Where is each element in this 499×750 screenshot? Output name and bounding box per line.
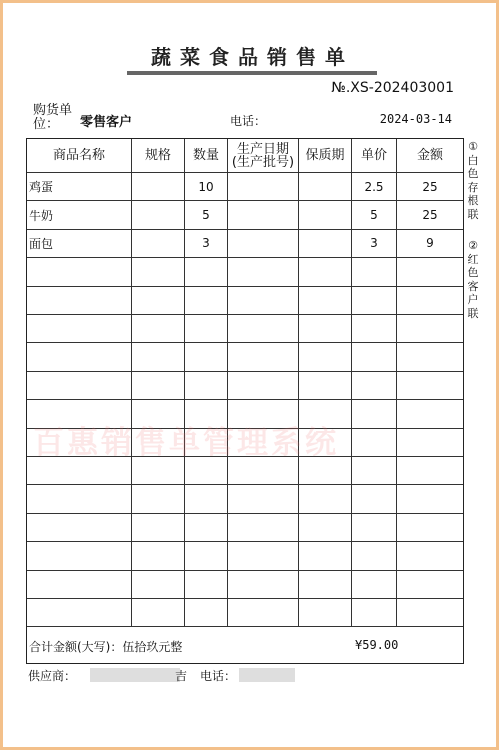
table-cell[interactable] (228, 485, 299, 512)
table-cell[interactable]: 面包 (27, 230, 132, 257)
table-cell[interactable] (185, 599, 228, 626)
column-header: 金额 (416, 148, 443, 163)
table-cell[interactable] (185, 372, 228, 399)
table-cell[interactable] (397, 400, 463, 427)
table-cell[interactable] (397, 429, 463, 456)
side-note-customer: ②红色客户联 (467, 239, 479, 320)
table-cell[interactable] (228, 315, 299, 342)
table-row (27, 599, 463, 627)
table-cell[interactable] (27, 514, 132, 541)
table-cell[interactable] (299, 287, 352, 314)
table-cell[interactable] (299, 201, 352, 228)
table-cell[interactable] (299, 315, 352, 342)
title-underline (127, 71, 377, 75)
side-note-stub: ①白色存根联 (467, 140, 479, 221)
table-cell[interactable] (228, 201, 299, 228)
table-row (27, 258, 463, 286)
table-cell[interactable] (352, 571, 397, 598)
table-cell[interactable] (352, 514, 397, 541)
table-cell[interactable] (185, 343, 228, 370)
table-cell[interactable] (228, 258, 299, 285)
column-header: 生产日期(生产批号) (228, 139, 299, 172)
table-cell[interactable] (228, 571, 299, 598)
table-cell[interactable]: 25 (422, 179, 438, 194)
table-cell[interactable] (299, 542, 352, 569)
supplier-redacted (90, 668, 180, 682)
table-cell[interactable] (299, 372, 352, 399)
table-cell[interactable] (27, 372, 132, 399)
table-cell[interactable] (397, 542, 463, 569)
table-header-row (27, 139, 463, 173)
table-cell[interactable] (397, 315, 463, 342)
total-row (27, 628, 463, 663)
table-cell[interactable] (299, 599, 352, 626)
table-cell[interactable]: 鸡蛋 (27, 173, 132, 200)
buyer-value[interactable]: 零售客户 (80, 115, 133, 130)
table-cell[interactable]: 10 (185, 173, 228, 200)
table-cell[interactable] (185, 514, 228, 541)
table-cell[interactable]: 2.5 (352, 173, 397, 200)
table-row (27, 173, 463, 201)
table-cell[interactable] (228, 287, 299, 314)
table-cell[interactable] (132, 315, 185, 342)
table-cell[interactable]: 3 (352, 230, 397, 257)
table-cell[interactable] (27, 485, 132, 512)
table-cell[interactable] (132, 201, 185, 228)
table-cell[interactable] (185, 258, 228, 285)
column-header: 单价 (352, 139, 397, 172)
table-cell[interactable] (27, 571, 132, 598)
table-row (27, 201, 463, 229)
table-cell[interactable] (299, 258, 352, 285)
table-cell[interactable] (397, 571, 463, 598)
document-title: 蔬菜食品销售单 (151, 45, 354, 69)
items-table (26, 138, 464, 664)
table-cell[interactable] (27, 599, 132, 626)
column-header: 规格 (132, 139, 185, 172)
table-cell[interactable] (185, 485, 228, 512)
table-cell[interactable] (352, 457, 397, 484)
table-cell[interactable]: 9 (426, 236, 434, 251)
table-cell[interactable] (352, 343, 397, 370)
table-cell[interactable] (352, 287, 397, 314)
table-cell[interactable] (352, 429, 397, 456)
table-row (27, 485, 463, 513)
table-cell[interactable] (352, 542, 397, 569)
table-cell[interactable] (228, 372, 299, 399)
table-cell[interactable] (352, 315, 397, 342)
table-cell[interactable] (352, 400, 397, 427)
table-cell[interactable] (397, 287, 463, 314)
table-cell[interactable] (228, 343, 299, 370)
date-value[interactable]: 2024-03-14 (379, 112, 452, 126)
buyer-label: 购货单位： (33, 103, 73, 132)
table-cell[interactable] (228, 599, 299, 626)
table-cell[interactable] (27, 258, 132, 285)
table-cell[interactable] (132, 372, 185, 399)
table-cell[interactable]: 25 (422, 208, 438, 223)
table-cell[interactable] (27, 542, 132, 569)
table-cell[interactable] (185, 315, 228, 342)
table-cell[interactable] (132, 258, 185, 285)
table-cell[interactable] (27, 343, 132, 370)
table-cell[interactable] (299, 571, 352, 598)
table-cell[interactable] (185, 571, 228, 598)
table-cell[interactable] (228, 542, 299, 569)
table-cell[interactable] (185, 542, 228, 569)
table-cell[interactable] (397, 514, 463, 541)
table-cell[interactable] (132, 571, 185, 598)
table-cell[interactable] (132, 230, 185, 257)
table-cell[interactable] (299, 514, 352, 541)
supplier-tail: 吉 (175, 669, 188, 683)
supplier-label: 供应商： (28, 669, 77, 683)
table-cell[interactable] (132, 514, 185, 541)
table-cell[interactable] (185, 287, 228, 314)
table-row (27, 514, 463, 542)
table-cell[interactable] (132, 343, 185, 370)
table-cell[interactable] (27, 287, 132, 314)
table-cell[interactable] (228, 230, 299, 257)
table-row (27, 343, 463, 371)
column-header: 商品名称 (27, 139, 132, 172)
table-cell[interactable]: 牛奶 (27, 201, 132, 228)
phone-redacted (239, 668, 295, 682)
table-cell[interactable] (228, 514, 299, 541)
table-cell[interactable] (132, 173, 185, 200)
table-row (27, 315, 463, 343)
table-cell[interactable] (397, 457, 463, 484)
table-cell[interactable] (132, 542, 185, 569)
table-row (27, 372, 463, 400)
table-cell[interactable] (352, 258, 397, 285)
footer-phone-label: 电话： (200, 669, 237, 683)
table-row (27, 542, 463, 570)
table-cell[interactable] (352, 485, 397, 512)
table-cell[interactable] (397, 258, 463, 285)
document-number: №.XS-202403001 (331, 80, 454, 96)
table-cell[interactable] (132, 599, 185, 626)
table-cell[interactable] (352, 599, 397, 626)
table-row (27, 230, 463, 258)
total-amount-words: 合计金额(大写)：伍拾玖元整 (29, 640, 183, 654)
column-header: 保质期 (299, 139, 352, 172)
table-cell[interactable] (397, 485, 463, 512)
table-cell[interactable] (397, 343, 463, 370)
table-cell[interactable]: 5 (352, 201, 397, 228)
table-cell[interactable] (352, 372, 397, 399)
table-cell[interactable]: 3 (185, 230, 228, 257)
phone-label: 电话： (230, 114, 267, 128)
column-header: 数量 (185, 139, 228, 172)
watermark: 百惠销售单管理系统 (33, 425, 339, 461)
table-cell[interactable] (132, 485, 185, 512)
table-cell[interactable] (397, 372, 463, 399)
total-amount-value: ¥59.00 (355, 638, 399, 652)
table-cell[interactable] (397, 599, 463, 626)
table-cell[interactable] (299, 343, 352, 370)
table-cell[interactable] (299, 173, 352, 200)
table-row (27, 287, 463, 315)
table-cell[interactable]: 5 (185, 201, 228, 228)
table-cell[interactable] (27, 315, 132, 342)
table-cell[interactable] (228, 173, 299, 200)
table-row (27, 571, 463, 599)
table-cell[interactable] (299, 485, 352, 512)
table-cell[interactable] (299, 230, 352, 257)
table-cell[interactable] (132, 287, 185, 314)
